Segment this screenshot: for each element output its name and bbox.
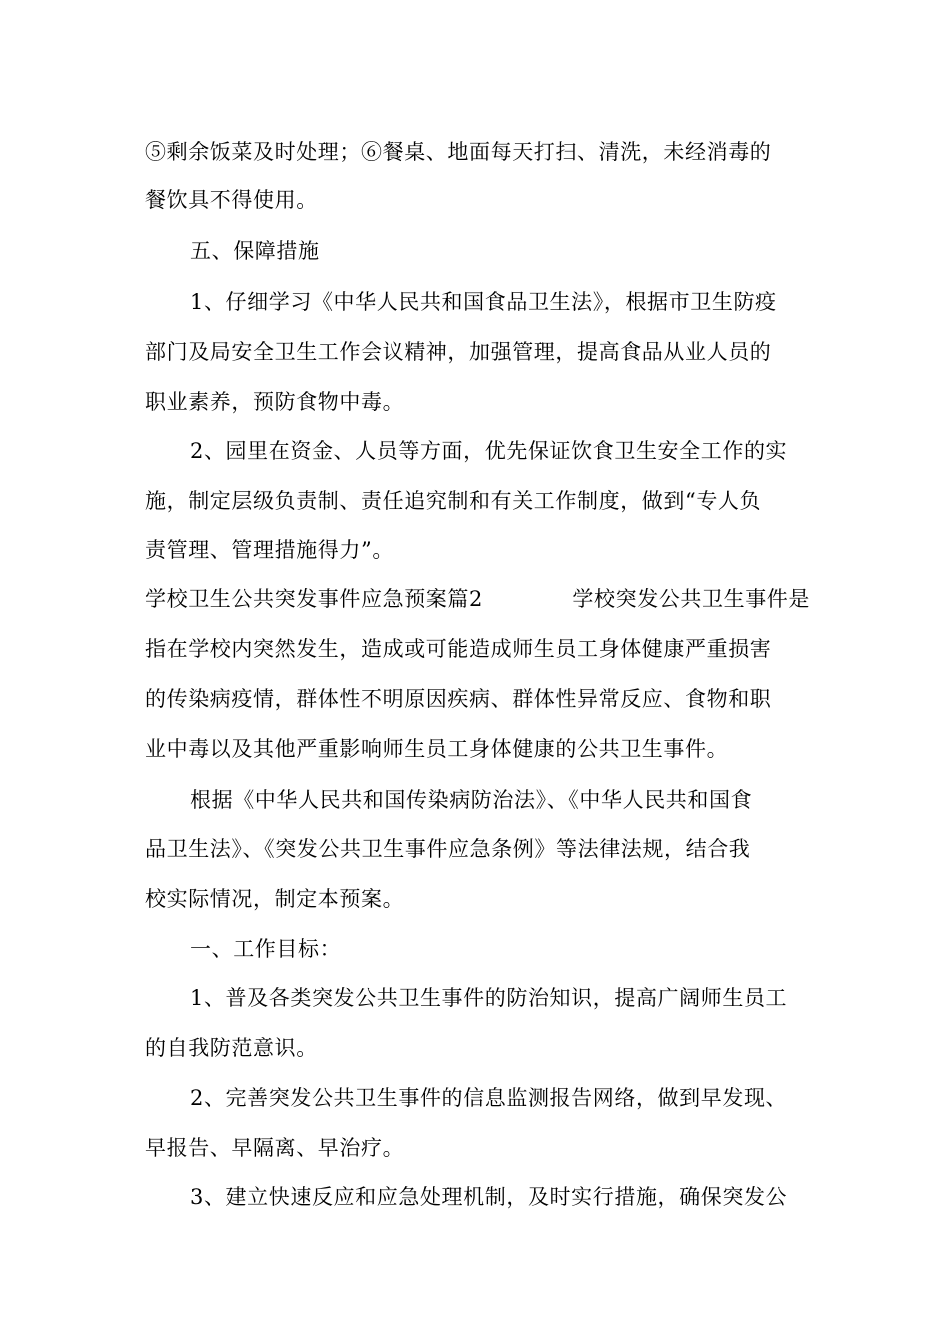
text-line: 餐饮具不得使用。 [145, 188, 318, 212]
text-line: 校实际情况，制定本预案。 [145, 887, 405, 911]
text-line: 根据《中华人民共和国传染病防治法》、《中华人民共和国食 [190, 788, 753, 812]
text-line: 3、建立快速反应和应急处理机制，及时实行措施，确保突发公 [190, 1185, 788, 1209]
text-line: 2、园里在资金、人员等方面，优先保证饮食卫生安全工作的实 [190, 439, 788, 463]
text-line: 职业素养，预防食物中毒。 [145, 390, 405, 414]
text-line: 1、普及各类突发公共卫生事件的防治知识，提高广阔师生员工 [190, 986, 788, 1010]
text-line: ⑤剩余饭菜及时处理；⑥餐桌、地面每天打扫、清洗，未经消毒的 [145, 140, 772, 164]
text-line [145, 584, 810, 614]
text-line: 责管理、管理措施得力”。 [145, 538, 394, 562]
text-line: 的自我防范意识。 [145, 1036, 318, 1060]
text-line: 的传染病疫情，群体性不明原因疾病、群体性异常反应、食物和职 [145, 687, 772, 711]
text-line: 指在学校内突然发生，造成或可能造成师生员工身体健康严重损害 [145, 637, 772, 661]
document-title: 学校卫生公共突发事件应急预案篇2 [145, 587, 483, 611]
section-heading: 五、保障措施 [190, 239, 320, 263]
text-line: 1、仔细学习《中华人民共和国食品卫生法》，根据市卫生防疫 [190, 290, 777, 314]
section-heading: 一、工作目标： [190, 937, 342, 961]
text-line: 2、完善突发公共卫生事件的信息监测报告网络，做到早发现、 [190, 1086, 788, 1110]
text-line: 施，制定层级负责制、责任追究制和有关工作制度，做到“专人负 [145, 489, 762, 513]
text-line: 部门及局安全卫生工作会议精神，加强管理，提高食品从业人员的 [145, 340, 772, 364]
text-line: 业中毒以及其他严重影响师生员工身体健康的公共卫生事件。 [145, 737, 729, 761]
text-segment: 学校突发公共卫生事件是 [572, 587, 810, 611]
text-line: 品卫生法》、《突发公共卫生事件应急条例》等法律法规，结合我 [145, 837, 751, 861]
text-line: 早报告、早隔离、早治疗。 [145, 1136, 405, 1160]
